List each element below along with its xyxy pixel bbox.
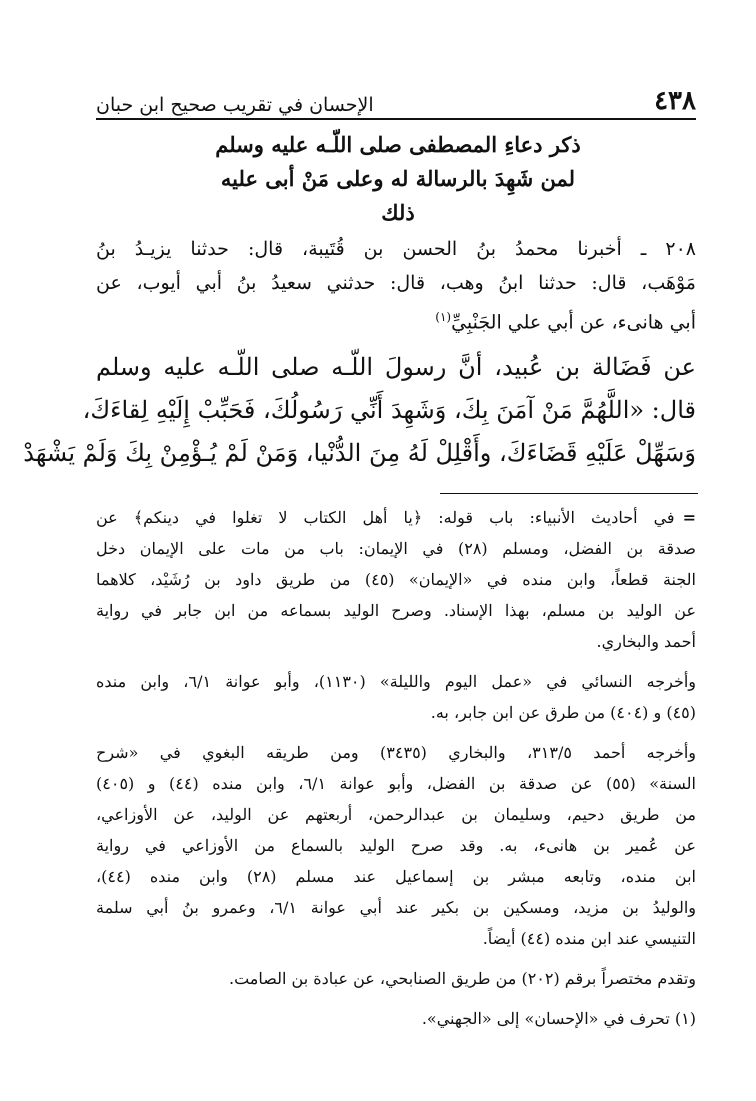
chapter-title bbox=[120, 128, 676, 230]
note-paragraph bbox=[96, 502, 696, 657]
note-paragraph bbox=[96, 963, 696, 994]
isnad-line-text: أبي هانىء، عن أبي علي الجَنْبِيِّ bbox=[451, 311, 696, 334]
matn-line: عن فَضَالة بن عُبيد، أنَّ رسولَ اللّـه صلى اللّـه عليه وسلم bbox=[96, 353, 696, 381]
note-line: صدقة بن الفضل، ومسلم (٢٨) في الإيمان: باب من مات على الإيمان دخل bbox=[96, 539, 696, 558]
footnote-divider bbox=[440, 493, 698, 494]
isnad-line: ٢٠٨ ـ أخبرنا محمدُ بنُ الحسن بن قُتَيبة، قال: حدثنا يزيـدُ بنُ bbox=[96, 238, 696, 260]
header-divider bbox=[96, 118, 696, 120]
note-line: والوليدُ بن مزيد، ومسكين بن بكير عند أبي عوانة ٦/١، وعمرو بنُ أبي سلمة bbox=[96, 898, 696, 917]
hadith-matn bbox=[23, 346, 696, 475]
note-line bbox=[96, 502, 696, 533]
footnote-text: تحرف في «الإحسان» إلى «الجهني». bbox=[421, 1009, 670, 1028]
note-line: عن الوليد بن مسلم، بهذا الإسناد. وصرح الوليد بسماعه من ابن جابر في رواية bbox=[96, 601, 696, 620]
matn-line: وَسَهِّلْ عَلَيْهِ قَضَاءَكَ، وأَقْلِلْ لَهُ مِنَ الدُّنْيا، وَمَنْ لَمْ يُـؤْمِنْ بِكَ وَلَمْ يَشْهَدْ bbox=[23, 439, 696, 467]
matn-line: قال: «اللَّهُمَّ مَنْ آمَنَ بِكَ، وَشَهِدَ أَنِّي رَسُولُكَ، فَحَبِّبْ إِلَيْهِ لِقاءَكَ، bbox=[82, 396, 696, 424]
chapter-title-line: ذلك bbox=[381, 200, 415, 225]
footnote-number: (١) bbox=[674, 1009, 696, 1028]
note-line: السنة» (٥٥) عن صدقة بن الفضل، وأبو عوانة ٦/١، وابن منده (٤٤) و (٤٠٥) bbox=[96, 774, 696, 793]
note-line: من طريق دحيم، وسليمان بن عبدالرحمن، أربعتهم عن الوليد، عن الأوزاعي، bbox=[96, 805, 696, 824]
hadith-isnad bbox=[96, 232, 696, 339]
footnote-entry bbox=[96, 1003, 696, 1034]
note-line: وتقدم مختصراً برقم (٢٠٢) من طريق الصنابحي، عن عبادة بن الصامت. bbox=[229, 969, 696, 988]
note-line: وأخرجه أحمد ٣١٣/٥، والبخاري (٣٤٣٥) ومن طريقه البغوي في «شرح bbox=[96, 743, 697, 762]
running-title: الإحسان في تقريب صحيح ابن حبان bbox=[96, 94, 374, 116]
footnote-reference: (١) bbox=[435, 310, 452, 324]
note-line: ابن منده، وتابعه مبشر بن إسماعيل عند مسلم (٢٨) وابن منده (٤٤)، bbox=[96, 867, 696, 886]
note-line: أحمد والبخاري. bbox=[596, 632, 696, 651]
note-line: وأخرجه النسائي في «عمل اليوم والليلة» (١١٣٠)، وأبو عوانة ٦/١، وابن منده bbox=[96, 672, 697, 691]
isnad-line-last bbox=[96, 300, 696, 339]
note-paragraph bbox=[96, 666, 696, 728]
note-line: التنيسي عند ابن منده (٤٤) أيضاً. bbox=[482, 929, 696, 948]
page-header bbox=[96, 82, 696, 116]
footnotes bbox=[96, 502, 696, 1043]
chapter-title-line: لمن شَهِدَ بالرسالة له وعلى مَنْ أبى عليه bbox=[220, 166, 576, 191]
chapter-title-line: ذكر دعاءِ المصطفى صلى اللّـه عليه وسلم bbox=[215, 132, 581, 157]
isnad-line: مَوْهَب، قال: حدثنا ابنُ وهب، قال: حدثني سعيدُ بنُ أبي أيوب، عن bbox=[96, 272, 696, 294]
note-line-text: في أحاديث الأنبياء: باب قوله: ﴿يا أهل الكتاب لا تغلوا في دينكم﴾ عن bbox=[96, 508, 675, 527]
note-line: الجنة قطعاً، وابن منده في «الإيمان» (٤٥) من طريق داود بن رُشَيْد، كلاهما bbox=[96, 570, 696, 589]
continuation-mark: = bbox=[682, 508, 696, 527]
note-line: (٤٥) و (٤٠٤) من طرق عن ابن جابر، به. bbox=[430, 703, 696, 722]
footnote-line bbox=[96, 1003, 696, 1034]
note-line: عن عُمير بن هانىء، به. وقد صرح الوليد بالسماع من الأوزاعي في رواية bbox=[96, 836, 696, 855]
note-paragraph bbox=[96, 737, 696, 954]
page-number: ٤٣٨ bbox=[654, 86, 696, 116]
